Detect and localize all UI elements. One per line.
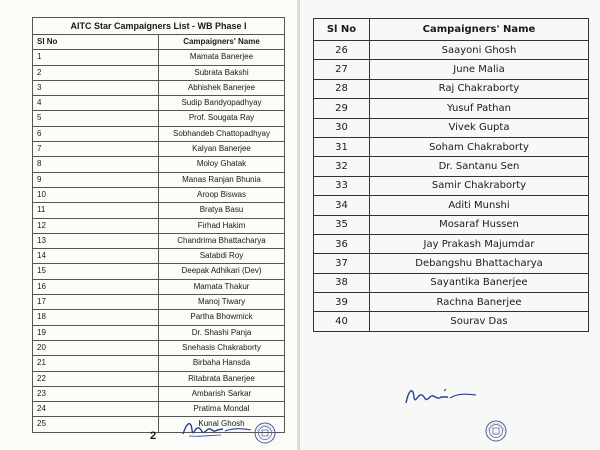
sl-no-cell: 9	[33, 172, 159, 187]
sl-no-cell: 16	[33, 279, 159, 294]
table-row	[314, 157, 589, 176]
sl-no-cell: 17	[33, 295, 159, 310]
campaigner-name-cell: Aroop Biswas	[159, 187, 285, 202]
table-row	[314, 234, 589, 253]
table-row	[33, 65, 285, 80]
sl-no-cell: 5	[33, 111, 159, 126]
sl-no-cell: 10	[33, 187, 159, 202]
campaigner-name-cell: Manas Ranjan Bhunia	[159, 172, 285, 187]
campaigner-name-cell: Bratya Basu	[159, 203, 285, 218]
campaigner-name-cell: Mamata Banerjee	[159, 50, 285, 65]
campaigner-name-header: Campaigners' Name	[159, 35, 285, 50]
campaigner-name-cell: Abhishek Banerjee	[159, 80, 285, 95]
sl-no-cell: 7	[33, 142, 159, 157]
campaigner-name-cell: Subrata Bakshi	[159, 65, 285, 80]
table-body-left	[33, 50, 285, 432]
table-row	[314, 196, 589, 215]
sl-no-cell: 23	[33, 386, 159, 401]
sl-no-cell: 38	[314, 273, 370, 292]
table-row	[33, 325, 285, 340]
campaigner-name-cell: Firhad Hakim	[159, 218, 285, 233]
campaigner-name-cell: June Malia	[370, 60, 589, 79]
table-row	[33, 386, 285, 401]
sl-no-cell: 37	[314, 254, 370, 273]
campaigner-name-cell: Dr. Shashi Panja	[159, 325, 285, 340]
sl-no-cell: 8	[33, 157, 159, 172]
sl-no-cell: 15	[33, 264, 159, 279]
sl-no-cell: 40	[314, 312, 370, 331]
campaigner-name-cell: Sobhandeb Chattopadhyay	[159, 126, 285, 141]
campaigner-name-cell: Ambarish Sarkar	[159, 386, 285, 401]
campaigner-name-cell: Aditi Munshi	[370, 196, 589, 215]
campaigner-name-cell: Chandrima Bhattacharya	[159, 233, 285, 248]
table-row	[33, 371, 285, 386]
table-row	[33, 264, 285, 279]
table-row	[33, 50, 285, 65]
right-page	[300, 0, 600, 450]
campaigner-name-cell: Mamata Thakur	[159, 279, 285, 294]
sl-no-header: Sl No	[33, 35, 159, 50]
campaigner-name-cell: Rachna Banerjee	[370, 293, 589, 312]
campaigner-name-cell: Pratima Mondal	[159, 402, 285, 417]
campaigner-name-header: Campaigners' Name	[370, 19, 589, 41]
table-body-right	[314, 41, 589, 332]
campaigner-name-cell: Moloy Ghatak	[159, 157, 285, 172]
table-row	[314, 312, 589, 331]
sl-no-cell: 33	[314, 176, 370, 195]
table-header-row	[314, 19, 589, 41]
table-row	[33, 203, 285, 218]
sl-no-cell: 4	[33, 96, 159, 111]
table-row	[314, 254, 589, 273]
table-header-row	[33, 35, 285, 50]
sl-no-cell: 32	[314, 157, 370, 176]
campaigner-name-cell: Saayoni Ghosh	[370, 41, 589, 60]
campaigner-name-cell: Mosaraf Hussen	[370, 215, 589, 234]
table-row	[314, 41, 589, 60]
sl-no-cell: 34	[314, 196, 370, 215]
table-row	[33, 356, 285, 371]
campaigner-name-cell: Partha Bhowmick	[159, 310, 285, 325]
table-row	[33, 126, 285, 141]
sl-no-cell: 27	[314, 60, 370, 79]
table-row	[33, 233, 285, 248]
campaigner-name-cell: Kunal Ghosh	[159, 417, 285, 432]
table-row	[33, 111, 285, 126]
sl-no-cell: 36	[314, 234, 370, 253]
sl-no-cell: 28	[314, 79, 370, 98]
table-row	[33, 80, 285, 95]
table-row	[314, 215, 589, 234]
sl-no-cell: 3	[33, 80, 159, 95]
campaigner-name-cell: Samir Chakraborty	[370, 176, 589, 195]
table-row	[33, 249, 285, 264]
table-row	[314, 99, 589, 118]
table-title-row	[33, 18, 285, 35]
table-row	[314, 118, 589, 137]
table-title: AITC Star Campaigners List - WB Phase I	[33, 18, 285, 35]
campaigner-name-cell: Manoj Tiwary	[159, 295, 285, 310]
campaigner-name-cell: Debangshu Bhattacharya	[370, 254, 589, 273]
signature-icon	[181, 418, 255, 442]
campaigner-name-cell: Sayantika Banerjee	[370, 273, 589, 292]
table-row	[33, 402, 285, 417]
sl-no-cell: 24	[33, 402, 159, 417]
campaigners-table-left	[32, 17, 285, 433]
campaigner-name-cell: Ritabrata Banerjee	[159, 371, 285, 386]
campaigner-name-cell: Birbaha Hansda	[159, 356, 285, 371]
table-row	[33, 295, 285, 310]
seal-stamp-icon	[254, 422, 276, 444]
campaigner-name-cell: Vivek Gupta	[370, 118, 589, 137]
table-row	[314, 273, 589, 292]
sl-no-cell: 6	[33, 126, 159, 141]
campaigner-name-cell: Sudip Bandyopadhyay	[159, 96, 285, 111]
table-row	[33, 279, 285, 294]
sl-no-cell: 26	[314, 41, 370, 60]
campaigner-name-cell: Raj Chakraborty	[370, 79, 589, 98]
sl-no-cell: 31	[314, 137, 370, 156]
sl-no-cell: 19	[33, 325, 159, 340]
sl-no-cell: 13	[33, 233, 159, 248]
sl-no-cell: 14	[33, 249, 159, 264]
signature-icon	[404, 385, 478, 409]
campaigners-table-right	[313, 18, 589, 332]
table-row	[314, 79, 589, 98]
campaigner-name-cell: Soham Chakraborty	[370, 137, 589, 156]
sl-no-cell: 35	[314, 215, 370, 234]
campaigner-name-cell: Satabdi Roy	[159, 249, 285, 264]
sl-no-cell: 22	[33, 371, 159, 386]
table-row	[33, 172, 285, 187]
sl-no-cell: 39	[314, 293, 370, 312]
sl-no-cell: 21	[33, 356, 159, 371]
table-row	[314, 137, 589, 156]
table-row	[33, 340, 285, 355]
campaigner-name-cell: Dr. Santanu Sen	[370, 157, 589, 176]
sl-no-cell: 20	[33, 340, 159, 355]
table-row	[314, 176, 589, 195]
table-row	[33, 142, 285, 157]
sl-no-cell: 30	[314, 118, 370, 137]
table-row	[33, 187, 285, 202]
sl-no-cell: 29	[314, 99, 370, 118]
campaigner-name-cell: Jay Prakash Majumdar	[370, 234, 589, 253]
sl-no-cell: 1	[33, 50, 159, 65]
sl-no-cell: 2	[33, 65, 159, 80]
campaigner-name-cell: Snehasis Chakraborty	[159, 340, 285, 355]
table-row	[314, 60, 589, 79]
table-row	[314, 293, 589, 312]
campaigner-name-cell: Yusuf Pathan	[370, 99, 589, 118]
table-row	[33, 218, 285, 233]
sl-no-cell: 12	[33, 218, 159, 233]
table-row	[33, 310, 285, 325]
sl-no-header: Sl No	[314, 19, 370, 41]
seal-stamp-icon	[485, 420, 507, 442]
sl-no-cell: 25	[33, 417, 159, 432]
table-row	[33, 157, 285, 172]
sl-no-cell: 18	[33, 310, 159, 325]
campaigner-name-cell: Sourav Das	[370, 312, 589, 331]
campaigner-name-cell: Prof. Sougata Ray	[159, 111, 285, 126]
campaigner-name-cell: Deepak Adhikari (Dev)	[159, 264, 285, 279]
campaigner-name-cell: Kalyan Banerjee	[159, 142, 285, 157]
page-number: 2	[150, 430, 157, 442]
table-row	[33, 96, 285, 111]
sl-no-cell: 11	[33, 203, 159, 218]
